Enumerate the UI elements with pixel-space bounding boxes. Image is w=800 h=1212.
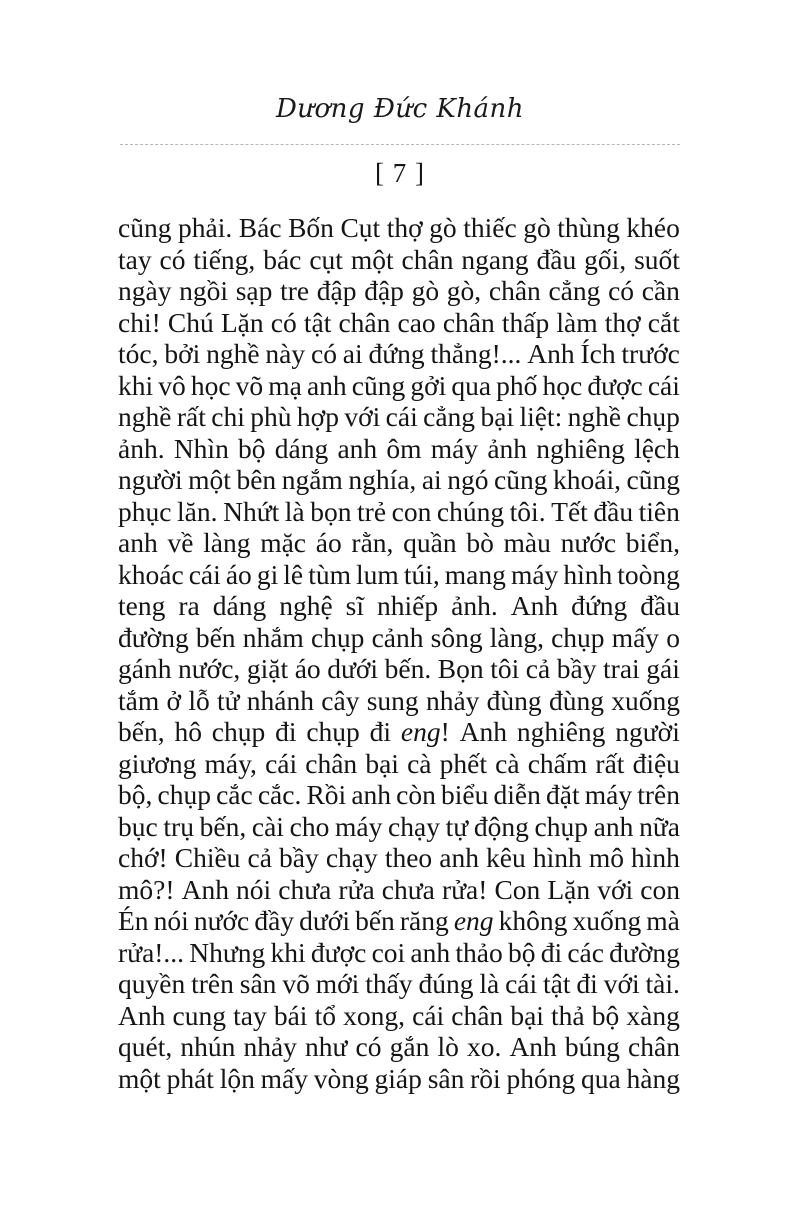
text-line: gánh nước, giặt áo dưới bến. Bọn tôi cả bầy trai gái — [118, 653, 680, 684]
running-head: Dương Đức Khánh — [275, 94, 525, 124]
text-line: tóc, bởi nghề này có ai đứng thẳng!... Anh Ích trước — [118, 338, 680, 369]
text-line: bục trụ bến, cài cho máy chạy tự động chụp anh nữa — [118, 810, 680, 842]
text-line: ảnh. Nhìn bộ dáng anh ôm máy ảnh nghiêng lệch — [118, 432, 680, 464]
text-line: chi! Chú Lặn có tật chân cao chân thấp làm thợ cắt — [118, 306, 680, 338]
text-line: quét, nhún nhảy như có gắn lò xo. Anh búng chân — [118, 1031, 680, 1062]
text-line: ngày ngồi sạp tre đập đập gò gò, chân cẳng có cần — [118, 275, 680, 306]
text-line: tay có tiếng, bác cụt một chân ngang đầu gối, suốt — [118, 243, 680, 275]
text-line: bộ, chụp cắc cắc. Rồi anh còn biểu diễn đặt máy trên — [118, 779, 680, 810]
text-line: teng ra dáng nghệ sĩ nhiếp ảnh. Anh đứng đầu — [118, 590, 680, 621]
text-line: người một bên ngắm nghía, ai ngó cũng khoái, cũng — [118, 464, 680, 495]
text-line: anh về làng mặc áo rằn, quần bò màu nước biển, — [118, 527, 680, 558]
text-line: mô?! Anh nói chưa rửa chưa rửa! Con Lặn với con — [118, 873, 680, 905]
chapter-number: [ 7 ] — [375, 158, 425, 188]
body-text — [118, 212, 680, 1094]
text-line: phục lăn. Nhứt là bọn trẻ con chúng tôi. Tết đầu tiên — [118, 495, 680, 527]
text-line: đường bến nhắm chụp cảnh sông làng, chụp mấy o — [118, 621, 680, 653]
text-line: quyền trên sân võ mới thấy đúng là cái tật đi với tài. — [118, 968, 680, 999]
text-line: Anh cung tay bái tổ xong, cái chân bại thả bộ xàng — [118, 999, 680, 1031]
text-line: khoác cái áo gi lê tùm lum túi, mang máy hình toòng — [118, 558, 680, 590]
text-line: khi vô học võ mạ anh cũng gởi qua phố học được cái — [118, 369, 680, 401]
text-line: cũng phải. Bác Bốn Cụt thợ gò thiếc gò thùng khéo — [118, 212, 680, 243]
text-line: một phát lộn mấy vòng giáp sân rồi phóng qua hàng — [118, 1062, 680, 1094]
text-line: tắm ở lỗ tử nhánh cây sung nhảy đùng đùng xuống — [118, 684, 680, 716]
text-line: bến, hô chụp đi chụp đi eng! Anh nghiêng người — [118, 716, 680, 747]
text-line: Én nói nước đầy dưới bến răng eng không xuống mà — [118, 905, 680, 936]
text-line: rửa!... Nhưng khi được coi anh thảo bộ đi các đường — [118, 936, 680, 968]
header-divider — [120, 144, 680, 145]
text-line: chớ! Chiều cả bầy chạy theo anh kêu hình mô hình — [118, 842, 680, 873]
text-line: giương máy, cái chân bại cà phết cà chấm rất điệu — [118, 747, 680, 779]
text-line: nghề rất chi phù hợp với cái cẳng bại liệt: nghề chụp — [118, 401, 680, 432]
